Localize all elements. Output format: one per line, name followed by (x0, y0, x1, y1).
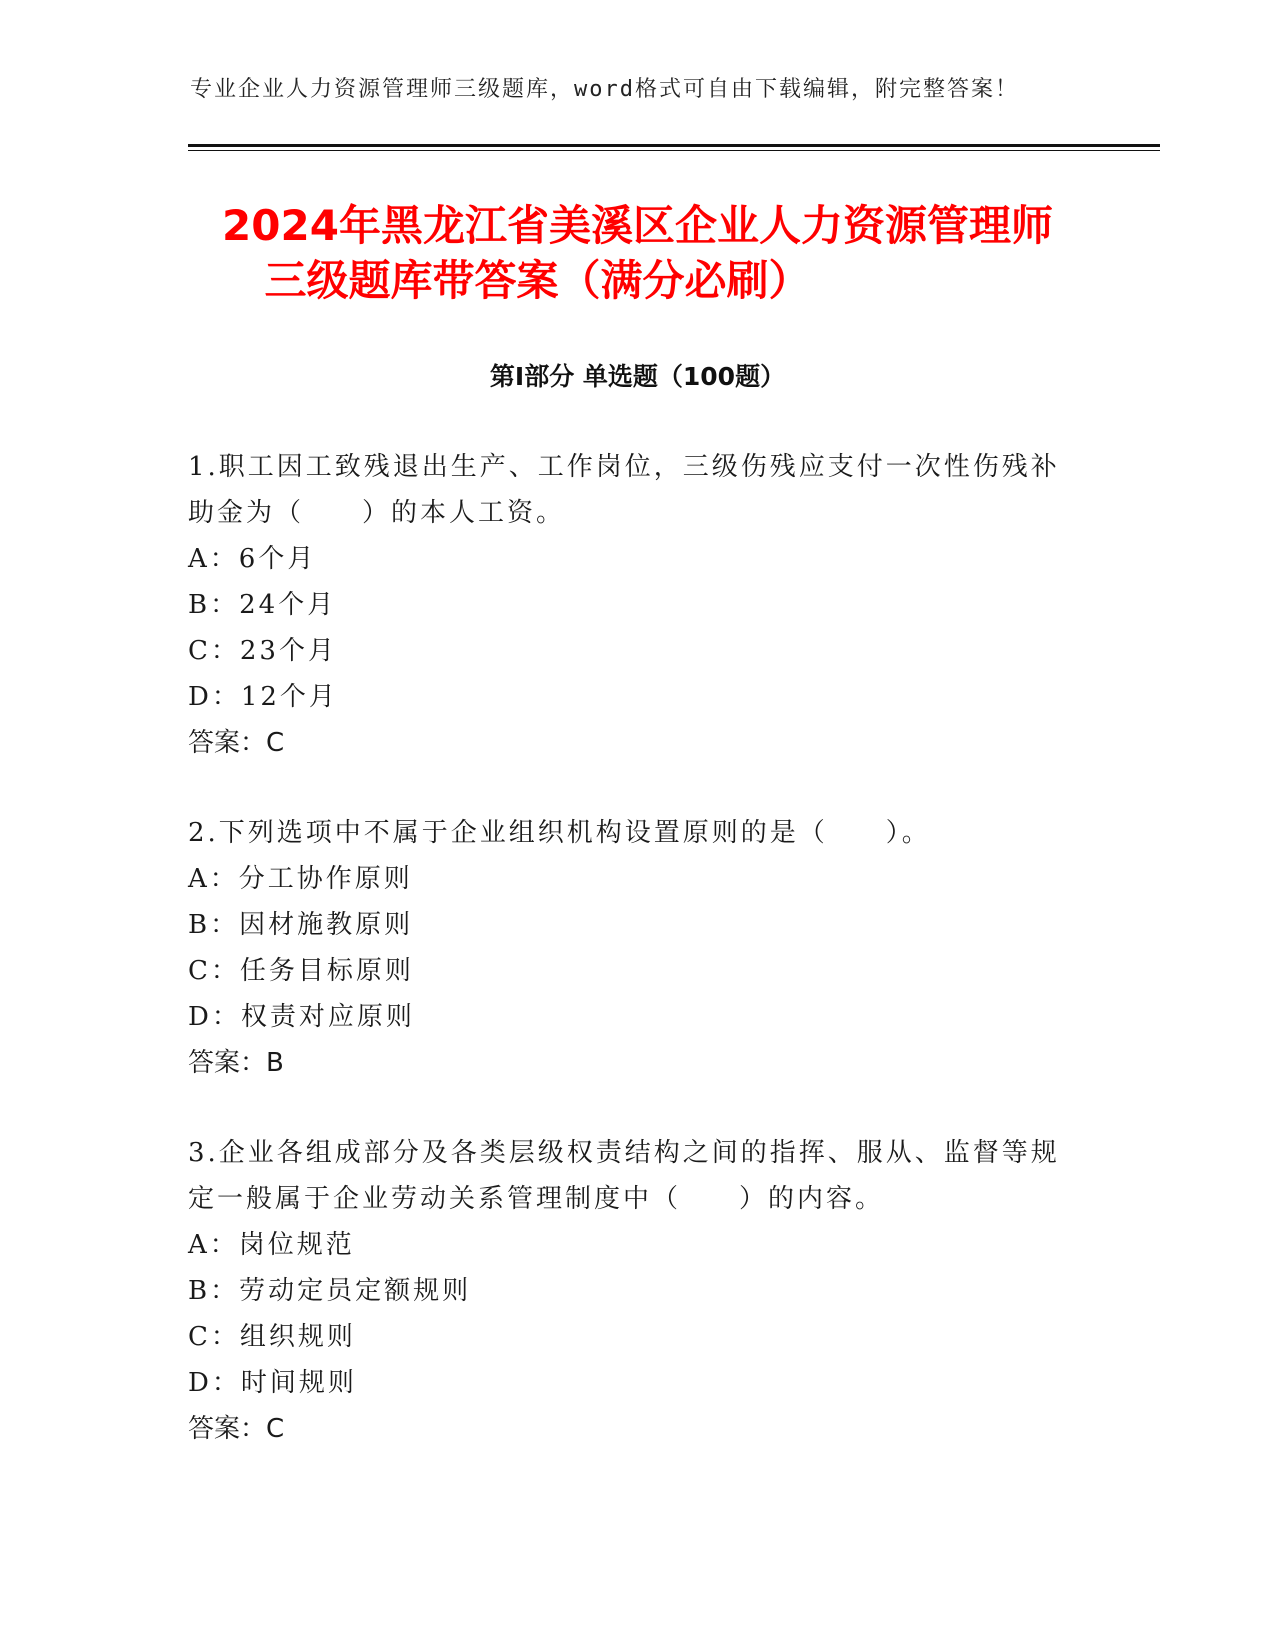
option-d: D：12个月 (188, 682, 338, 712)
question-2 (188, 810, 1068, 1086)
option-a: A：6个月 (188, 544, 317, 574)
title-line-1: 2024年黑龙江省美溪区企业人力资源管理师 (222, 201, 1053, 250)
option-d: D：时间规则 (188, 1368, 357, 1398)
option-a: A：分工协作原则 (188, 864, 413, 894)
question-text: 2.下列选项中不属于企业组织机构设置原则的是（ ）。 (188, 818, 931, 848)
answer: 答案：C (188, 1414, 285, 1444)
title-line-2: 三级题库带答案（满分必刷） (264, 256, 811, 305)
option-b: B：劳动定员定额规则 (188, 1276, 472, 1306)
question-list (188, 444, 1068, 1496)
option-a: A：岗位规范 (188, 1230, 355, 1260)
header-rule-thick (188, 144, 1160, 147)
section-heading: 第I部分 单选题（100题） (489, 362, 786, 391)
question-text: 1.职工因工致残退出生产、工作岗位，三级伤残应支付一次性伤残补助金为（ ）的本人工资。 (188, 452, 1060, 528)
option-c: C：组织规则 (188, 1322, 356, 1352)
option-d: D：权责对应原则 (188, 1002, 415, 1032)
option-b: B：因材施教原则 (188, 910, 414, 940)
document-title (0, 198, 1275, 308)
answer: 答案：C (188, 728, 285, 758)
option-b: B：24个月 (188, 590, 337, 620)
question-1 (188, 444, 1068, 766)
answer: 答案：B (188, 1048, 284, 1078)
option-c: C：任务目标原则 (188, 956, 414, 986)
question-text: 3.企业各组成部分及各类层级权责结构之间的指挥、服从、监督等规定一般属于企业劳动关系管理制度中（ ）的内容。 (188, 1138, 1060, 1214)
page-header: 专业企业人力资源管理师三级题库，word格式可自由下载编辑，附完整答案！ (190, 77, 1019, 102)
option-c: C：23个月 (188, 636, 337, 666)
question-3 (188, 1130, 1068, 1452)
header-rule-thin (188, 150, 1160, 151)
